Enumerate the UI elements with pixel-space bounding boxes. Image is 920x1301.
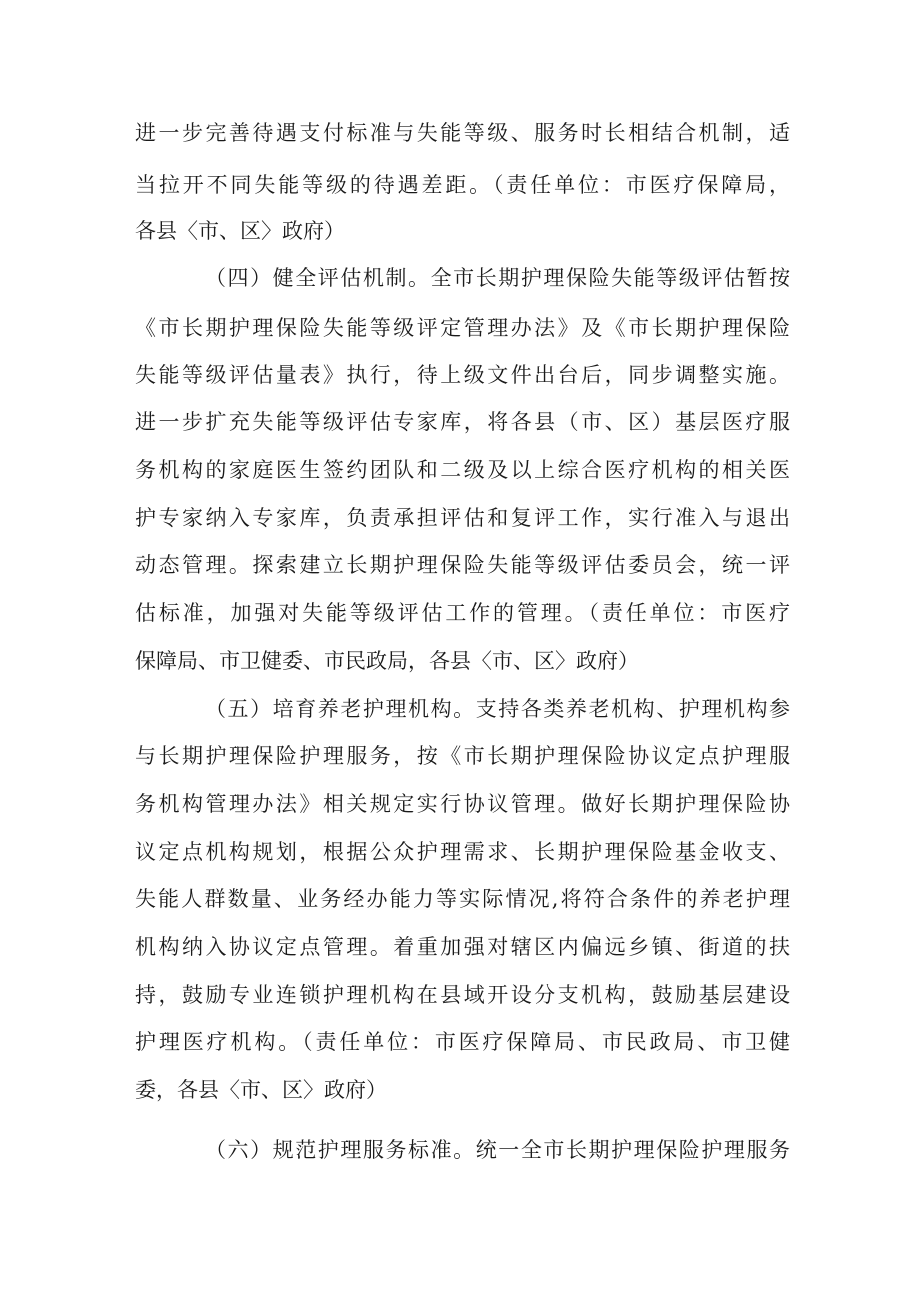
text-line: 进一步完善待遇支付标准与失能等级、服务时长相结合机制，适 <box>135 121 790 145</box>
text-line: 当拉开不同失能等级的待遇差距。（责任单位：市医疗保障局， <box>135 173 790 197</box>
paragraph-heading-6: （六）规范护理服务标准。统一全市长期护理保险护理服务 <box>205 1138 790 1162</box>
paragraph-heading-5: （五）培育养老护理机构。支持各类养老机构、护理机构参 <box>205 697 790 721</box>
text-line: 持，鼓励专业连锁护理机构在县域开设分支机构，鼓励基层建设 <box>135 983 790 1007</box>
text-line: 估标准，加强对失能等级评估工作的管理。（责任单位：市医疗 <box>135 601 790 625</box>
text-line: 护专家纳入专家库，负责承担评估和复评工作，实行准入与退出 <box>135 506 790 530</box>
text-line: 与长期护理保险护理服务，按《市长期护理保险协议定点护理服 <box>135 744 790 768</box>
text-line: 动态管理。探索建立长期护理保险失能等级评估委员会，统一评 <box>135 553 790 577</box>
text-line: 失能人群数量、业务经办能力等实际情况,将符合条件的养老护理 <box>135 887 790 911</box>
text-line: 委，各县〈市、区〉政府） <box>135 1078 387 1102</box>
text-line: 护理医疗机构。（责任单位：市医疗保障局、市民政局、市卫健 <box>135 1030 790 1054</box>
paragraph-heading-4: （四）健全评估机制。全市长期护理保险失能等级评估暂按 <box>205 266 790 290</box>
text-line: 议定点机构规划，根据公众护理需求、长期护理保险基金收支、 <box>135 840 790 864</box>
text-line: 进一步扩充失能等级评估专家库，将各县（市、区）基层医疗服 <box>135 410 790 434</box>
text-line: 各县〈市、区〉政府） <box>135 219 345 243</box>
text-line: 保障局、市卫健委、市民政局，各县〈市、区〉政府） <box>135 649 639 673</box>
text-line: 《市长期护理保险失能等级评定管理办法》及《市长期护理保险 <box>135 316 790 340</box>
text-line: 失能等级评估量表》执行，待上级文件出台后，同步调整实施。 <box>135 363 790 387</box>
text-line: 机构纳入协议定点管理。着重加强对辖区内偏远乡镇、街道的扶 <box>135 935 790 959</box>
text-line: 务机构的家庭医生签约团队和二级及以上综合医疗机构的相关医 <box>135 458 790 482</box>
text-line: 务机构管理办法》相关规定实行协议管理。做好长期护理保险协 <box>135 792 790 816</box>
